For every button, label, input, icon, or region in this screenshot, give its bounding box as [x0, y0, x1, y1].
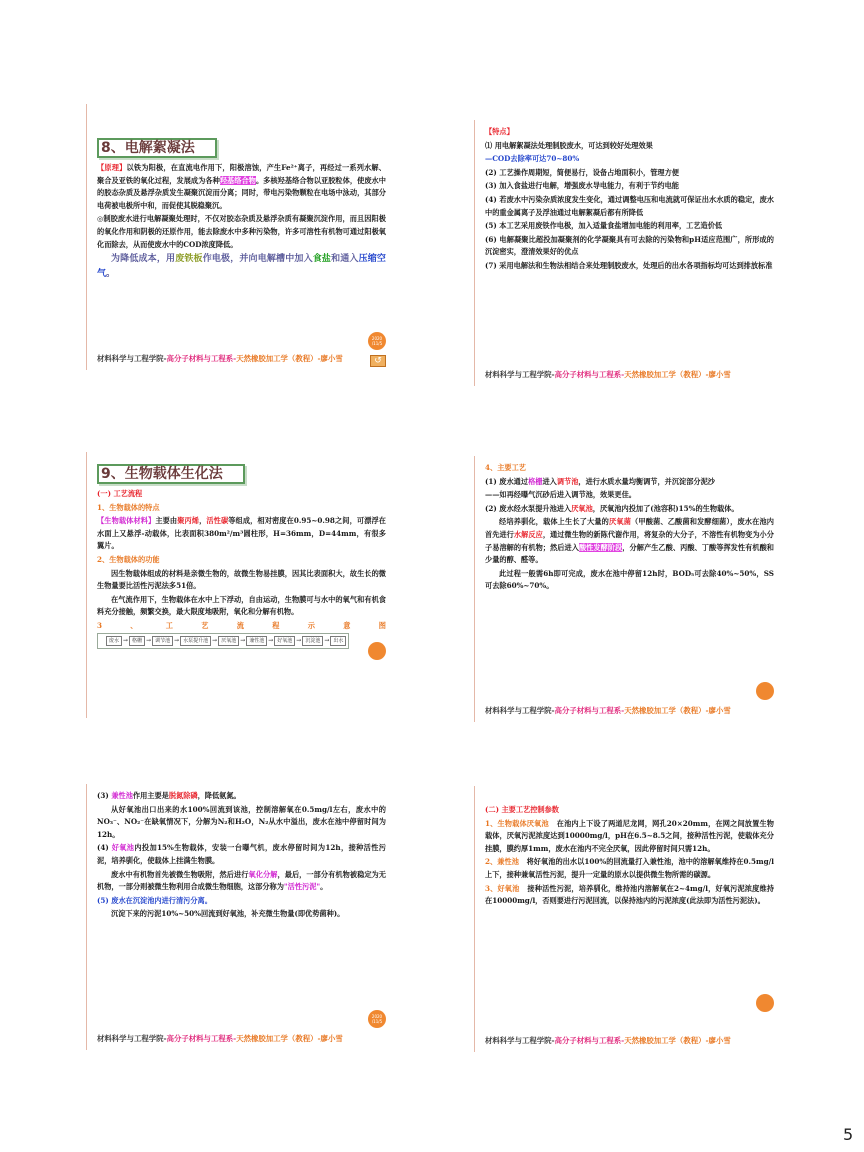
feature-item: (6) 电解凝聚比超投加凝聚剂的化学凝聚具有可去除的污染物和pH适应范围广，所形成的沉淀密实，澄清效果好的优点	[485, 234, 774, 257]
slide-title: 9、生物载体生化法	[97, 464, 245, 484]
footer-text: 材料科学与工程学院-	[485, 370, 555, 379]
text-run: 主要由	[155, 516, 178, 526]
text-run: (4)	[97, 843, 112, 853]
text-run: ，通过微生物的新陈代谢作用，将复杂的大分子，不溶性有机物变为小分子易溶解的有机物；然后进入	[485, 529, 774, 552]
text-run: 调节池	[556, 476, 579, 486]
date-badge	[368, 642, 386, 660]
slide-main-process	[474, 456, 782, 722]
flow-step: 调节池	[152, 636, 173, 646]
text-run: 接种活性污泥，培养驯化，维持池内溶解氧在2~4mg/l，好氧污泥浓度维持在10000mg/l，否则要进行污泥回流，以保持池内的污泥浓度(此法即为活性污泥法)。	[485, 883, 774, 906]
return-icon[interactable]: ↺	[370, 355, 386, 367]
text-run: 将好氧池的出水以100%的回流量打入兼性池，池中的溶解氧维持在0.5mg/l上下，接种兼氧活性污泥，提升一定量的原水以提供微生物所需的碳源。	[485, 857, 774, 879]
process-flow-diagram	[97, 633, 349, 650]
text-run: ，分解产生乙酸、丙酸、丁酸等挥发性有机酸和少量的醇、醛等。	[485, 542, 774, 565]
feature-item: (2) 工艺操作周期短，简便易行，设备占地面积小，管理方便	[485, 167, 679, 177]
date-badge: 2020 /11/5	[368, 332, 386, 350]
feature-item-highlight: —COD去除率可达70~80%	[485, 154, 580, 164]
slide-features	[474, 120, 782, 386]
feature-item: (4) 若废水中污染杂质浓度发生变化，通过调整电压和电流就可保证出水水质的稳定，废水中的重金属离子及浮油通过电解絮凝后都有所降低	[485, 194, 774, 217]
slide-process-steps	[86, 784, 394, 1050]
body-paragraph	[97, 869, 386, 894]
text-run: 作电极，并向电解槽中加入	[202, 254, 313, 265]
page-number: 5	[843, 1125, 854, 1144]
text-run: 好氧池	[111, 843, 135, 853]
text-run: 格栅	[528, 476, 543, 486]
text-run: 食盐	[312, 254, 332, 265]
body-paragraph: 在气流作用下，生物载体在水中上下浮动，自由运动，生物膜可与水中的氧气和有机食料充分接触，频繁交换，最大限度地吸附，氧化和分解有机物。	[97, 594, 386, 617]
body-paragraph	[485, 516, 774, 566]
text-run: 作用主要是	[132, 791, 169, 800]
flow-step: 出水	[330, 636, 346, 646]
text-run: ，进行水质水量均衡调节，并沉淀部分泥沙	[578, 476, 715, 486]
text-run: 进入	[542, 476, 557, 486]
highlight-text: 羟基络合物	[219, 175, 256, 185]
footer-text: 材料科学与工程学院-	[97, 1034, 167, 1043]
footer-text: 高分子材料与工程系-	[554, 370, 625, 379]
text-run: 氧化分解	[248, 869, 278, 879]
body-paragraph: 从好氧池出口出来的水100%回流到该池，控制溶解氧在0.5mg/l左右，废水中的NO₃⁻、NO₂⁻在缺氧情况下，分解为N₂和H₂O，N₂从水中溢出，废水在池中停留时间为12h。	[97, 804, 386, 839]
arrow-icon: →	[174, 636, 180, 644]
principle-paragraph	[97, 162, 386, 212]
slide-title: 8、电解絮凝法	[97, 138, 217, 158]
flow-steps	[106, 636, 346, 646]
text-run: 。多核羟基络合物以亚胶粒体，使废水中的胶态杂质及悬浮杂质发生凝聚沉淀而分离；同时，带电污染物颗粒在电场中泳动，其部分电荷被电极所中和，而促使其脱稳聚沉。	[97, 175, 386, 210]
date-badge	[756, 994, 774, 1012]
arrow-icon: →	[324, 636, 330, 644]
body-paragraph	[485, 503, 774, 516]
text-run: 水解反应	[513, 529, 543, 539]
flow-step: 水泵提升池	[180, 636, 211, 646]
subsection-heading: 1、生物载体的特点	[97, 502, 160, 512]
body-paragraph	[485, 476, 774, 489]
text-run: ，降低氨氮。	[197, 791, 241, 800]
flow-step: 废水	[106, 636, 122, 646]
slide-bio-carrier	[86, 452, 394, 718]
flow-step: 兼性池	[246, 636, 267, 646]
text-run: 废铁板	[175, 254, 203, 265]
body-paragraph	[485, 883, 774, 908]
text-run: 2、兼性池	[485, 857, 519, 867]
date-badge	[756, 682, 774, 700]
flow-step: 格栅	[129, 636, 145, 646]
principle-tag: 【原理】	[97, 163, 127, 172]
features-tag: 【特点】	[485, 127, 514, 136]
text-run: ，最后，一部分有机物被稳定为无机物，一部分则被微生物利用合成微生物细胞，这部分称为	[97, 869, 386, 892]
body-paragraph: 沉淀下来的污泥10%~50%回流到好氧池，补充微生物量(即优势菌种)。	[111, 909, 345, 919]
text-run: 以铁为阳极，在直流电作用下，阳极溶蚀，产生Fe²⁺离子，再经过一系列水解、聚合及亚铁的氧化过程，发展成为各种	[97, 163, 386, 185]
subsection-heading: 3、工艺流程示意图	[97, 620, 386, 630]
slide-control-parameters	[474, 786, 782, 1052]
slide-footer	[97, 1034, 386, 1044]
footer-text: 天然橡胶加工学（教程）-廖小雪	[624, 1036, 731, 1045]
text-run: 。	[320, 882, 328, 892]
text-run: 和通入	[331, 254, 359, 265]
section-heading: (二) 主要工艺控制参数	[485, 805, 559, 814]
text-run: ，	[199, 516, 207, 526]
text-run: 厌氧菌	[609, 517, 632, 527]
slide-footer	[485, 706, 774, 716]
text-run: (3)	[97, 791, 112, 800]
body-paragraph	[97, 515, 386, 553]
text-run: 3、好氧池	[485, 883, 520, 893]
feature-item: (3) 加入食盐进行电解，增强废水导电能力，有利于节约电能	[485, 181, 679, 191]
footer-text: 材料科学与工程学院-	[97, 354, 167, 363]
date-badge: 2020 /11/5	[368, 1010, 386, 1028]
arrow-icon: →	[212, 636, 218, 644]
body-paragraph	[97, 842, 386, 867]
text-run: 等组成，相对密度在0.95~0.98之间，可漂浮在水面上又悬浮-动载体，比表面积380m²/m³圆柱形，H=36mm，D=44mm，有很多翼片。	[97, 516, 386, 551]
footer-text: 材料科学与工程学院-	[485, 1036, 555, 1045]
text-run: 废水中有机物首先被微生物吸附，然后进行	[111, 869, 249, 879]
text-run: ⑴ 用电解絮凝法处理制胶废水，可达到较好处理效果	[485, 140, 653, 150]
text-run: （甲酸菌、乙酸菌和发酵细菌），废水在池内首先进行	[485, 517, 774, 539]
text-run: 【生物载体材料】	[97, 516, 156, 526]
flow-row	[97, 620, 386, 649]
body-paragraph	[485, 818, 774, 856]
text-run: 活性碳	[206, 516, 229, 526]
slide-electro-flocculation	[86, 104, 394, 370]
footer-text: 材料科学与工程学院-	[485, 706, 555, 715]
text-run: (1) 废水通过	[485, 476, 529, 486]
body-paragraph: ——如再经曝气沉砂后进入调节池，效果更佳。	[485, 490, 636, 500]
arrow-icon: →	[296, 636, 302, 644]
arrow-icon: →	[123, 636, 129, 644]
feature-item: (7) 采用电解法和生物法相结合来处理制胶废水，处理后的出水各项指标均可达到排放标准	[485, 260, 773, 270]
text-run: 内投加15%生物载体，安装一台曝气机，废水停留时间为12h，接种活性污泥，培养驯化，使载体上挂满生物膜。	[97, 843, 386, 865]
arrow-icon: →	[268, 636, 274, 644]
text-run: (2) 废水经水泵提升池进入	[485, 503, 572, 513]
slide-footer	[97, 354, 386, 364]
emphasis-paragraph	[97, 252, 386, 282]
text-run: "活性污泥"	[283, 882, 321, 892]
footer-text: 天然橡胶加工学（教程）-廖小雪	[236, 1034, 343, 1043]
text-run: 兼性池	[111, 791, 133, 800]
highlight-text: 酸性发酵阶段	[578, 542, 623, 552]
body-paragraph: (5) 废水在沉淀池内进行清污分离。	[97, 895, 212, 905]
feature-item	[485, 140, 774, 153]
text-run: 聚丙烯	[177, 516, 200, 526]
flow-step: 沉淀池	[302, 636, 323, 646]
text-run: 。	[106, 269, 116, 280]
flow-step: 厌氧池	[218, 636, 239, 646]
body-paragraph: ◎制胶废水进行电解凝聚处理时，不仅对胶态杂质及悬浮杂质有凝聚沉淀作用，而且因阳极的氧化作用和阴极的还原作用，能去除废水中多种污染物，许多可溶性有机物可通过阳极氧化而除去，从而使废水中的COD浓度降低。	[97, 214, 386, 249]
body-paragraph	[485, 856, 774, 881]
footer-text: 高分子材料与工程系-	[554, 706, 625, 715]
body-paragraph	[97, 790, 386, 803]
subsection-heading: 2、生物载体的功能	[97, 554, 160, 564]
footer-text: 高分子材料与工程系-	[166, 1034, 237, 1043]
text-run: ，厌氧池内投加了(池容积)15%的生物载体。	[592, 503, 739, 513]
text-run: 在池内上下设了两道尼龙网，网孔20×20mm，在网之间放置生物载体，厌氧污泥浓度达到10000mg/l，pH在6.5~8.5之间，接种活性污泥，使载体充分挂膜，膜约厚1mm，废水在池内不完全厌氧，因此停留时间只需12h。	[485, 818, 774, 853]
slide-footer	[485, 1036, 774, 1046]
body-paragraph: 因生物载体组成的材料是亲微生物的，故微生物易挂膜，因其比表面积大，故生长的微生物量要比活性污泥法多51倍。	[97, 568, 386, 591]
footer-text: 天然橡胶加工学（教程）-廖小雪	[624, 706, 731, 715]
flow-step: 好氧池	[274, 636, 295, 646]
body-paragraph: 此过程一般需6h即可完成，废水在池中停留12h时，BOD₅可去除40%~50%，SS可去除60%~70%。	[485, 568, 774, 591]
text-run: 为降低成本，用	[111, 254, 176, 265]
footer-text: 高分子材料与工程系-	[554, 1036, 625, 1045]
footer-text: 高分子材料与工程系-	[166, 354, 237, 363]
text-run: 1、生物载体厌氧池	[485, 818, 549, 828]
text-run: 压缩空气	[97, 254, 386, 280]
arrow-icon: →	[146, 636, 152, 644]
arrow-icon: →	[240, 636, 246, 644]
footer-text: 天然橡胶加工学（教程）-廖小雪	[236, 354, 343, 363]
text-run: 脱氮除磷	[168, 791, 198, 800]
section-heading: (一) 工艺流程	[97, 489, 143, 498]
text-run: 厌氧池	[571, 503, 593, 513]
text-run: 经培养驯化，载体上生长了大量的	[499, 517, 610, 527]
feature-item: (5) 本工艺采用废铁作电极，加入适量食盐增加电能的利用率，工艺造价低	[485, 221, 723, 231]
section-heading: 4、主要工艺	[485, 463, 526, 472]
footer-text: 天然橡胶加工学（教程）-廖小雪	[624, 370, 731, 379]
slide-footer	[485, 370, 774, 380]
